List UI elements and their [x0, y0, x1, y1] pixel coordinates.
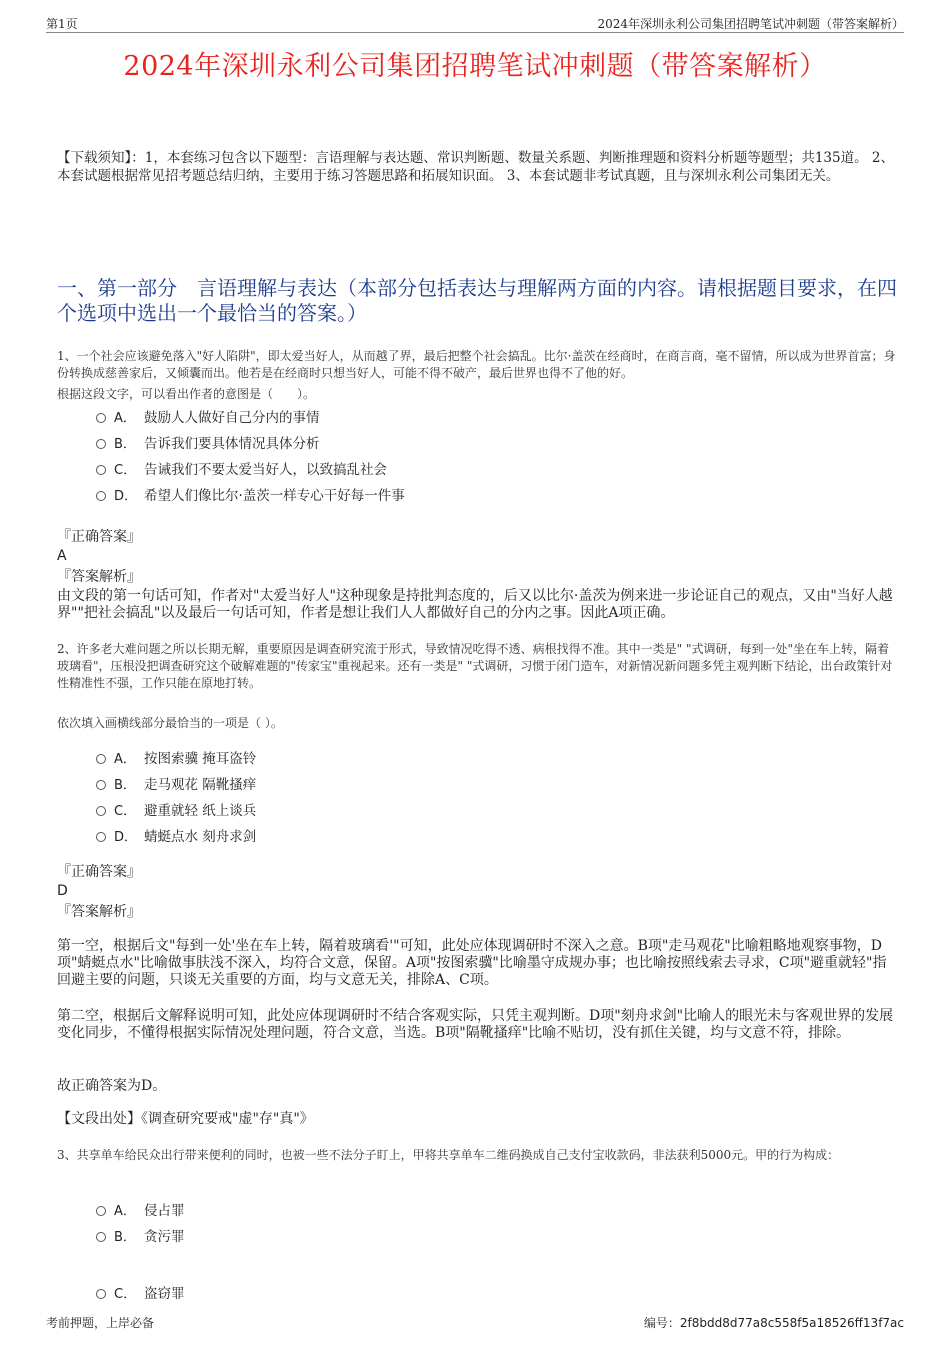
- footer-code: 编号：2f8bdd8d77a8c558f5a18526ff13f7ac: [643, 1316, 904, 1330]
- option-a[interactable]: A． 鼓励人人做好自己分内的事情: [96, 407, 405, 433]
- radio-icon[interactable]: [96, 832, 106, 842]
- question-2-stem: 2、许多老大难问题之所以长期无解，重要原因是调查研究流于形式，导致情况吃得不透、病根找得不准。其中一类是" "式调研，每到一处"坐在车上转，隔着玻璃看"，压根没把调查研究这个破解难题的"传家宝"重视起来。还有一类是" "式调研，习惯于闭门造车，对新情况新问题多凭主观判断下结论，出台政策针对性精准性不强，工作只能在原地打转。: [57, 642, 893, 690]
- radio-icon[interactable]: [96, 1206, 106, 1216]
- answer-label: 『正确答案』: [57, 529, 141, 545]
- question-2-options: [96, 748, 256, 852]
- source-note: 【文段出处】《调查研究要戒"虚"存"真"》: [57, 1111, 314, 1127]
- download-notice: 【下载须知】：1，本套练习包含以下题型：言语理解与表达题、常识判断题、数量关系题、判断推理题和资料分析题等题型；共135道。 2、本套试题根据常见招考题总结归纳，主要用于练习答题思路和拓展知识面。 3、本套试题非考试真题，且与深圳永利公司集团无关。: [57, 150, 894, 184]
- option-a[interactable]: A． 按图索骥 掩耳盗铃: [96, 748, 256, 774]
- section-heading: 一、第一部分 言语理解与表达（本部分包括表达与理解两方面的内容。请根据题目要求，在四个选项中选出一个最恰当的答案。）: [57, 276, 897, 325]
- radio-icon[interactable]: [96, 1289, 106, 1299]
- analysis-paragraph-2: 第二空，根据后文解释说明可知，此处应体现调研时不结合客观实际，只凭主观判断。D项"刻舟求剑"比喻人的眼光未与客观世界的发展变化同步，不懂得根据实际情况处理问题，符合文意，当选。B项"隔靴搔痒"比喻不贴切，没有抓住关键，均与文意不符，排除。: [57, 1008, 894, 1041]
- question-1-stem: 1、一个社会应该避免落入"好人陷阱"，即太爱当好人，从而越了界，最后把整个社会搞乱。比尔·盖茨在经商时，在商言商，毫不留情，所以成为世界首富；身份转换成慈善家后，又倾囊而出。他若是在经商时只想当好人，可能不得不破产，最后世界也得不了他的好。: [57, 349, 896, 380]
- page-header: [46, 14, 904, 33]
- analysis-label: 『答案解析』: [57, 569, 141, 585]
- analysis-text: 由文段的第一句话可知，作者对"太爱当好人"这种现象是持批判态度的，后又以比尔·盖茨为例来进一步论证自己的观点，又由"当好人越界""把社会搞乱"以及最后一句话可知，作者是想让我们人人都做好自己的分内之事。因此A项正确。: [57, 588, 893, 621]
- question-2-ask: 依次填入画横线部分最恰当的一项是（ ）。: [57, 716, 283, 730]
- answer-value: D: [57, 883, 68, 899]
- option-d[interactable]: D． 希望人们像比尔·盖茨一样专心干好每一件事: [96, 485, 405, 511]
- question-1-ask: 根据这段文字，可以看出作者的意图是（ ）。: [57, 387, 316, 401]
- option-a[interactable]: A． 侵占罪: [96, 1200, 185, 1226]
- header-doc-title: 2024年深圳永利公司集团招聘笔试冲刺题（带答案解析）: [597, 17, 904, 31]
- footer-slogan: 考前押题，上岸必备: [46, 1316, 155, 1330]
- radio-icon[interactable]: [96, 413, 106, 423]
- page-number: 第1页: [46, 17, 78, 31]
- radio-icon[interactable]: [96, 465, 106, 475]
- question-3-options: [96, 1200, 185, 1252]
- option-c[interactable]: C． 避重就轻 纸上谈兵: [96, 800, 256, 826]
- option-b[interactable]: B． 告诉我们要具体情况具体分析: [96, 433, 405, 459]
- option-d[interactable]: D． 蜻蜓点水 刻舟求剑: [96, 826, 256, 852]
- answer-value: A: [57, 548, 67, 564]
- radio-icon[interactable]: [96, 491, 106, 501]
- analysis-conclusion: 故正确答案为D。: [57, 1078, 167, 1094]
- radio-icon[interactable]: [96, 754, 106, 764]
- radio-icon[interactable]: [96, 780, 106, 790]
- radio-icon[interactable]: [96, 1232, 106, 1242]
- question-1-options: [96, 407, 405, 511]
- answer-label: 『正确答案』: [57, 864, 141, 880]
- option-b[interactable]: B． 走马观花 隔靴搔痒: [96, 774, 256, 800]
- option-b[interactable]: B． 贪污罪: [96, 1226, 185, 1252]
- radio-icon[interactable]: [96, 439, 106, 449]
- radio-icon[interactable]: [96, 806, 106, 816]
- option-c[interactable]: C． 盗窃罪: [96, 1283, 185, 1309]
- option-c[interactable]: C． 告诫我们不要太爱当好人，以致搞乱社会: [96, 459, 405, 485]
- analysis-paragraph-1: 第一空，根据后文"每到一处'坐在车上转，隔着玻璃看'"可知，此处应体现调研时不深入之意。B项"走马观花"比喻粗略地观察事物，D项"蜻蜓点水"比喻做事肤浅不深入，均符合文意，保留。A项"按图索骥"比喻墨守成规办事；也比喻按照线索去寻求，C项"避重就轻"指回避主要的问题，只谈无关重要的方面，均与文意无关，排除A、C项。: [57, 938, 887, 988]
- page-title: 2024年深圳永利公司集团招聘笔试冲刺题（带答案解析）: [123, 51, 827, 82]
- analysis-label: 『答案解析』: [57, 904, 141, 920]
- question-3-stem: 3、共享单车给民众出行带来便利的同时，也被一些不法分子盯上，甲将共享单车二维码换成自己支付宝收款码，非法获利5000元。甲的行为构成：: [57, 1148, 840, 1162]
- question-3-options-cont: [96, 1283, 185, 1309]
